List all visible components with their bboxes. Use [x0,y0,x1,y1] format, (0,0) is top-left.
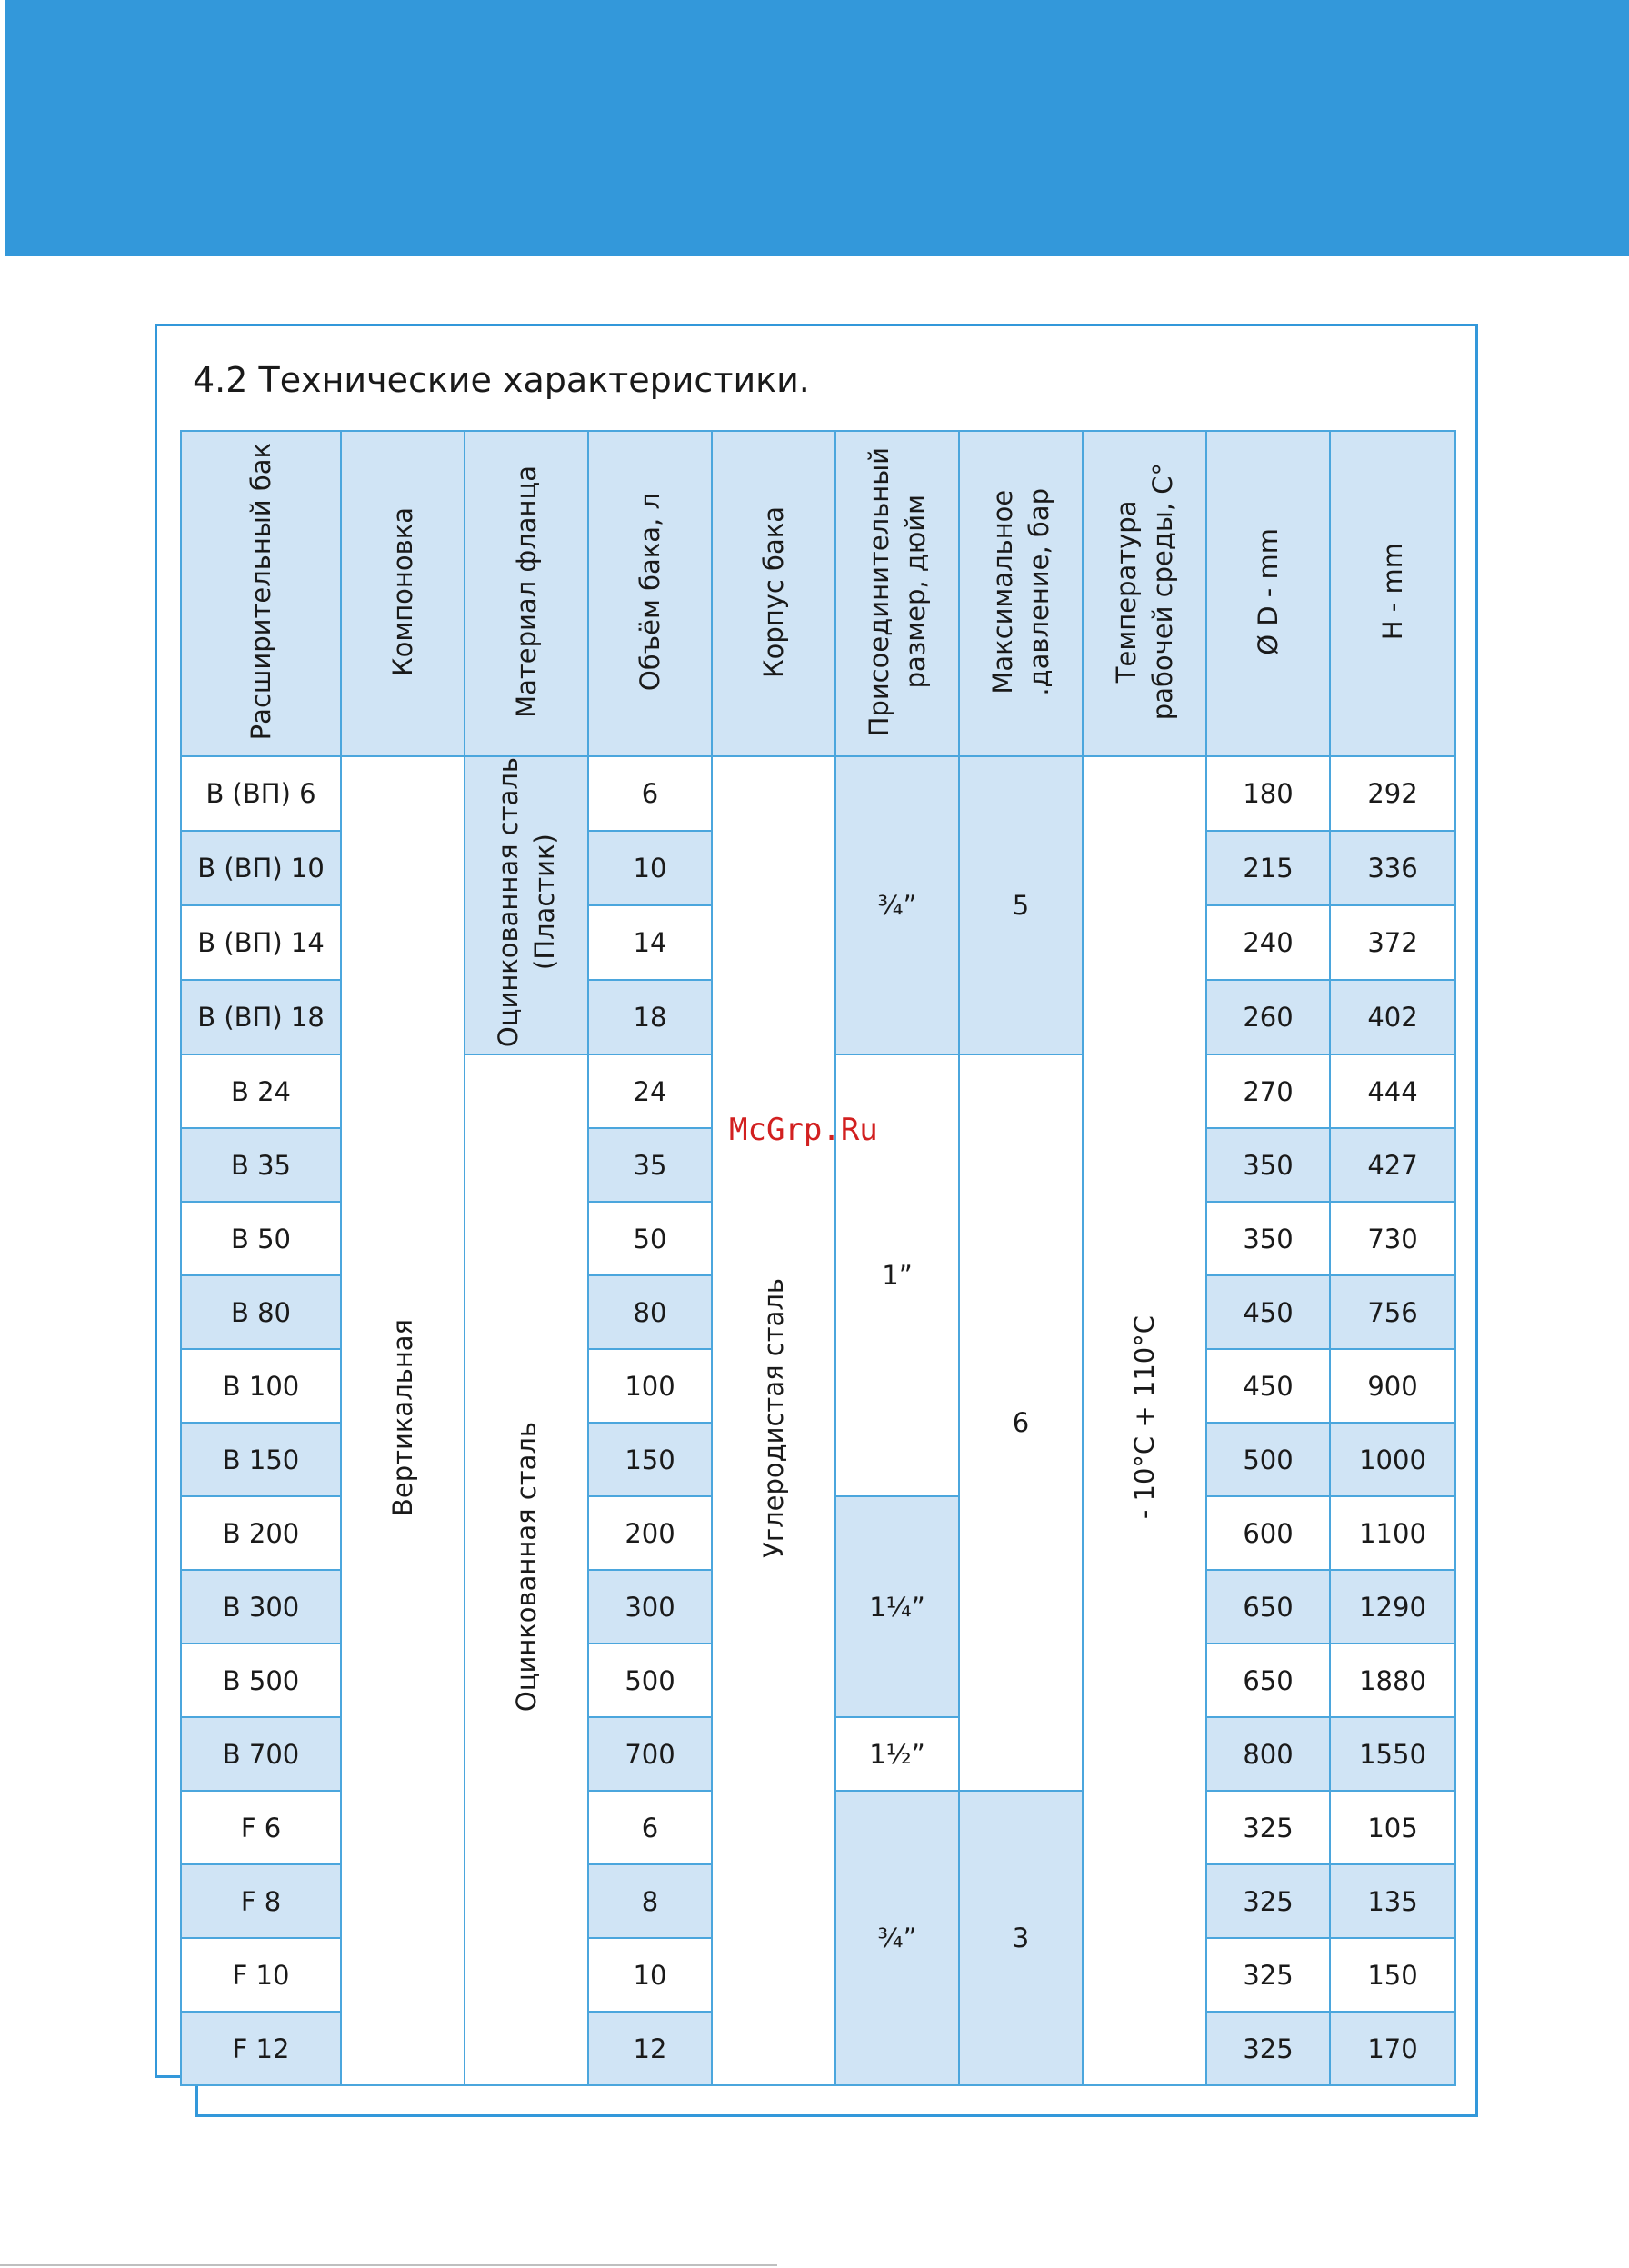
diameter-cell: 240 [1206,905,1330,980]
frame-top-border [155,324,1478,326]
pressure-cell: 5 [959,756,1083,1054]
height-cell: 292 [1330,756,1455,831]
diameter-cell: 260 [1206,980,1330,1054]
header-flange-material: Материал фланца [465,431,588,756]
height-cell: 1000 [1330,1423,1455,1496]
height-cell: 135 [1330,1864,1455,1938]
height-cell: 150 [1330,1938,1455,2012]
header-temperature: Температура рабочей среды, С° [1083,431,1206,756]
height-cell: 900 [1330,1349,1455,1423]
section-title: 4.2 Технические характеристики. [193,360,810,400]
height-cell: 756 [1330,1275,1455,1349]
diameter-cell: 215 [1206,831,1330,905]
volume-cell: 18 [588,980,712,1054]
flange-material-galvanized-cell: Оцинкованная сталь [465,1054,588,2085]
diameter-cell: 350 [1206,1202,1330,1275]
model-cell: В 35 [181,1128,341,1202]
model-cell: В 300 [181,1570,341,1644]
watermark: McGrp.Ru [729,1112,878,1148]
diameter-cell: 325 [1206,1938,1330,2012]
table-row [181,756,1455,831]
model-cell: В (ВП) 6 [181,756,341,831]
volume-cell: 6 [588,756,712,831]
specifications-table [180,430,1456,2086]
diameter-cell: 180 [1206,756,1330,831]
volume-cell: 100 [588,1349,712,1423]
header-body: Корпус бака [712,431,835,756]
model-cell: В 200 [181,1496,341,1570]
volume-cell: 24 [588,1054,712,1128]
header-model: Расширительный бак [181,431,341,756]
model-cell: В 24 [181,1054,341,1128]
height-cell: 1880 [1330,1644,1455,1717]
model-cell: В 100 [181,1349,341,1423]
volume-cell: 8 [588,1864,712,1938]
layout-cell: Вертикальная [341,756,465,2085]
flange-material-plastic-cell: Оцинкованная сталь (Пластик) [465,756,588,1054]
model-cell: F 12 [181,2012,341,2085]
height-cell: 444 [1330,1054,1455,1128]
diameter-cell: 325 [1206,1791,1330,1864]
volume-cell: 10 [588,831,712,905]
height-cell: 336 [1330,831,1455,905]
temperature-cell: - 10°C + 110°C [1083,756,1206,2085]
model-cell: В (ВП) 10 [181,831,341,905]
height-cell: 402 [1330,980,1455,1054]
model-cell: F 8 [181,1864,341,1938]
diameter-cell: 270 [1206,1054,1330,1128]
model-cell: В 500 [181,1644,341,1717]
volume-cell: 12 [588,2012,712,2085]
height-cell: 105 [1330,1791,1455,1864]
volume-cell: 35 [588,1128,712,1202]
volume-cell: 50 [588,1202,712,1275]
header-diameter: Ø D - mm [1206,431,1330,756]
diameter-cell: 450 [1206,1349,1330,1423]
height-cell: 372 [1330,905,1455,980]
volume-cell: 200 [588,1496,712,1570]
model-cell: В 700 [181,1717,341,1791]
diameter-cell: 325 [1206,1864,1330,1938]
height-cell: 1100 [1330,1496,1455,1570]
model-cell: В 80 [181,1275,341,1349]
volume-cell: 300 [588,1570,712,1644]
diameter-cell: 650 [1206,1570,1330,1644]
pressure-cell: 3 [959,1791,1083,2085]
frame-right-border [1475,324,1478,2117]
diameter-cell: 325 [1206,2012,1330,2085]
model-cell: F 6 [181,1791,341,1864]
height-cell: 730 [1330,1202,1455,1275]
height-cell: 1550 [1330,1717,1455,1791]
height-cell: 1290 [1330,1570,1455,1644]
connection-size-cell: 1” [835,1054,959,1496]
diameter-cell: 650 [1206,1644,1330,1717]
volume-cell: 700 [588,1717,712,1791]
connection-size-cell: 1¼” [835,1496,959,1717]
header-height: H - mm [1330,431,1455,756]
pressure-cell: 6 [959,1054,1083,1791]
volume-cell: 14 [588,905,712,980]
top-banner [5,0,1629,256]
body-cell: Углеродистая сталь [712,756,835,2085]
frame-left-border [155,324,157,2078]
diameter-cell: 500 [1206,1423,1330,1496]
volume-cell: 80 [588,1275,712,1349]
table-header-row [181,431,1455,756]
connection-size-cell: ¾” [835,756,959,1054]
model-cell: F 10 [181,1938,341,2012]
header-connection-size: Присоединительный размер, дюйм [835,431,959,756]
diameter-cell: 600 [1206,1496,1330,1570]
height-cell: 170 [1330,2012,1455,2085]
volume-cell: 10 [588,1938,712,2012]
header-max-pressure: Максимальное .давление, бар [959,431,1083,756]
connection-size-cell: ¾” [835,1791,959,2085]
header-layout: Компоновка [341,431,465,756]
height-cell: 427 [1330,1128,1455,1202]
header-volume: Объём бака, л [588,431,712,756]
model-cell: В (ВП) 18 [181,980,341,1054]
diameter-cell: 800 [1206,1717,1330,1791]
diameter-cell: 350 [1206,1128,1330,1202]
model-cell: В (ВП) 14 [181,905,341,980]
volume-cell: 500 [588,1644,712,1717]
connection-size-cell: 1½” [835,1717,959,1791]
volume-cell: 6 [588,1791,712,1864]
model-cell: В 150 [181,1423,341,1496]
diameter-cell: 450 [1206,1275,1330,1349]
volume-cell: 150 [588,1423,712,1496]
footer-line [0,2264,777,2266]
model-cell: В 50 [181,1202,341,1275]
frame-bottom-border [195,2114,1478,2117]
